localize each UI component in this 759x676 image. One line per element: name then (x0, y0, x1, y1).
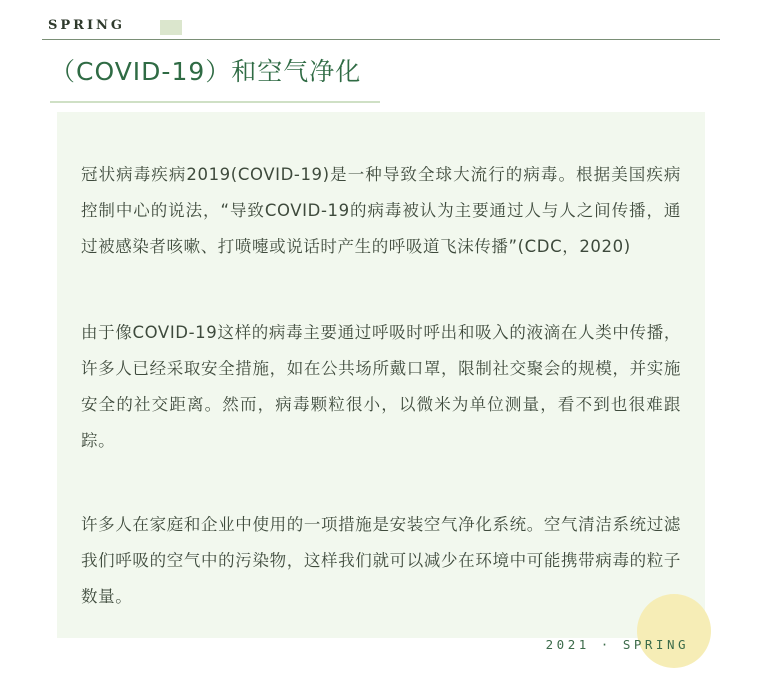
title-block (50, 52, 730, 103)
body-paragraph: 冠状病毒疾病2019(COVID-19)是一种导致全球大流行的病毒。根据美国疾病控制中心的说法，“导致COVID-19的病毒被认为主要通过人与人之间传播，通过被感染者咳嗽、打喷嚏或说话时产生的呼吸道飞沫传播”(CDC，2020) (81, 164, 681, 256)
page-header (42, 18, 720, 42)
header-divider (42, 39, 720, 40)
body-panel (57, 112, 705, 638)
header-color-swatch (160, 20, 182, 35)
title-underline (50, 101, 380, 103)
body-paragraph: 许多人在家庭和企业中使用的一项措施是安装空气净化系统。空气清洁系统过滤我们呼吸的空气中的污染物，这样我们就可以减少在环境中可能携带病毒的粒子数量。 (81, 514, 681, 606)
footer-decorative-circle (637, 594, 711, 668)
page-title: （COVID-19）和空气净化 (50, 57, 362, 86)
header-label: SPRING (46, 18, 133, 33)
footer-caption: 2021 · SPRING (545, 637, 689, 652)
body-paragraph: 由于像COVID-19这样的病毒主要通过呼吸时呼出和吸入的液滴在人类中传播，许多人已经采取安全措施，如在公共场所戴口罩，限制社交聚会的规模，并实施安全的社交距离。然而，病毒颗粒很小，以微米为单位测量，看不到也很难跟踪。 (81, 322, 681, 450)
